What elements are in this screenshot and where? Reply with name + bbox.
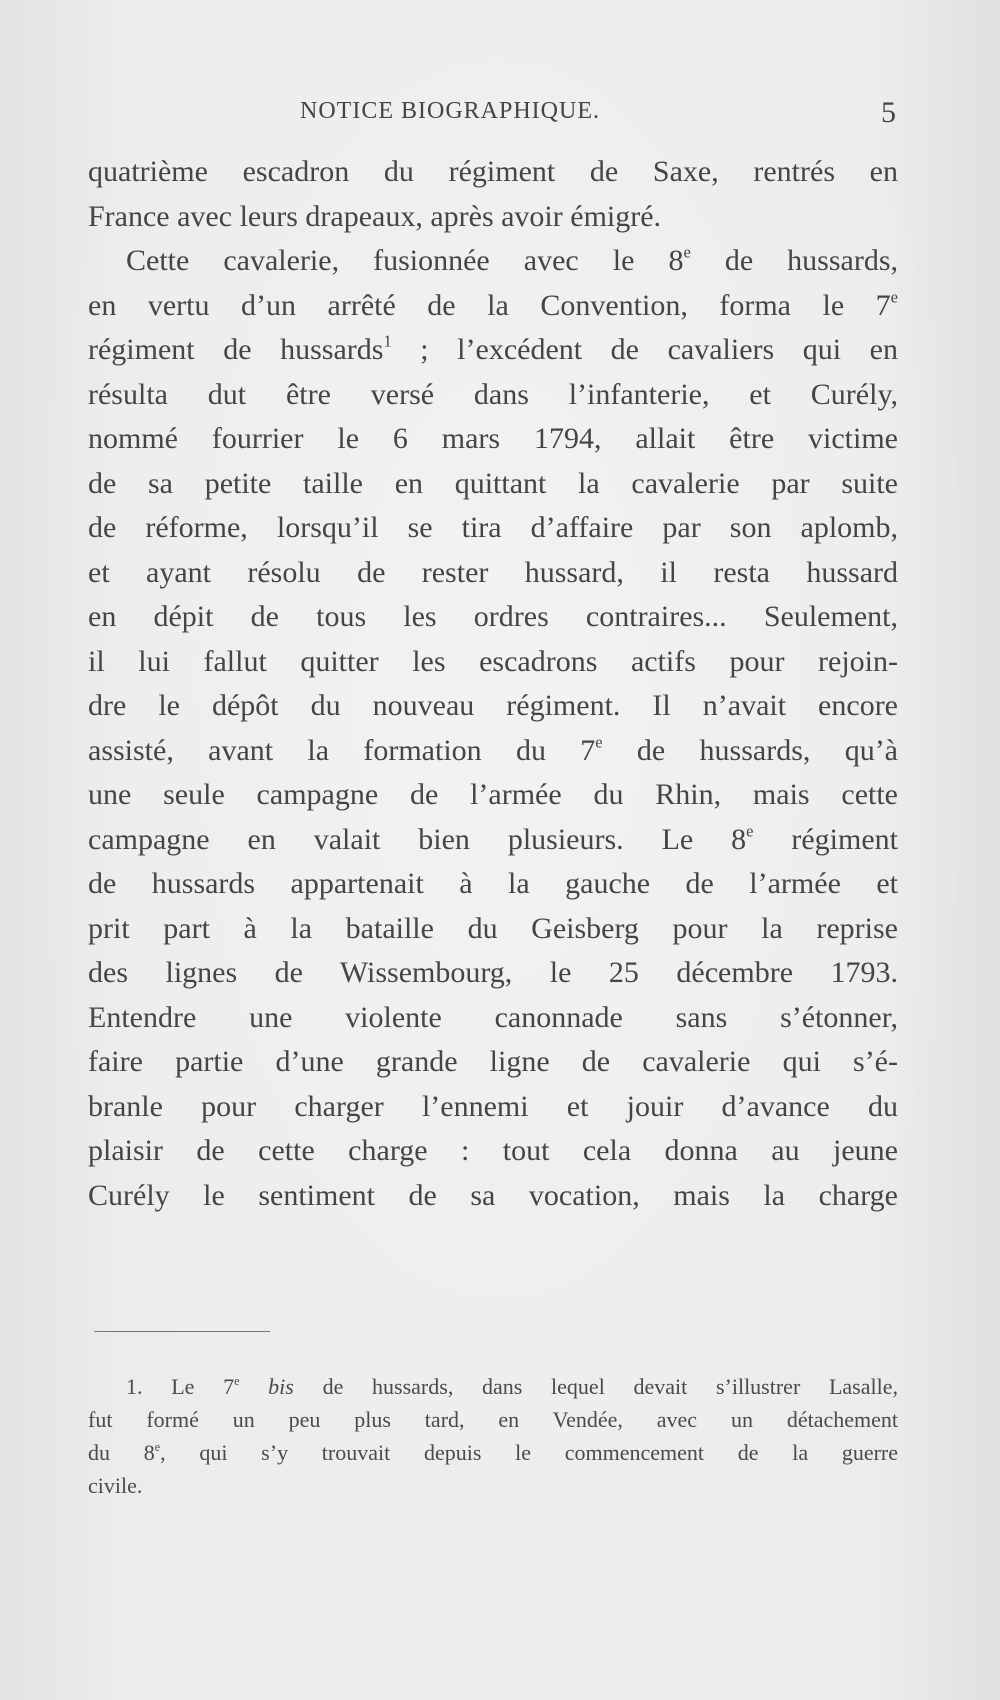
text-line: plaisir de cette charge : tout cela donna au jeune: [88, 1134, 898, 1167]
superscript: e: [746, 821, 754, 841]
text-line: [88, 284, 898, 329]
text-line: il lui fallut quitter les escadrons actifs pour rejoin-: [88, 644, 898, 678]
text-line: des lignes de Wissembourg, le 25 décembre 1793.: [88, 956, 898, 989]
text-line: Curély le sentiment de sa vocation, mais la charge: [88, 1178, 898, 1212]
text-span: , qui s’y trouvait depuis le commencement de la guerre: [160, 1440, 898, 1465]
superscript: e: [683, 242, 691, 262]
text-line: une seule campagne de l’armée du Rhin, mais cette: [88, 778, 898, 811]
body-text: [88, 150, 898, 1218]
text-span: du 8: [88, 1440, 155, 1465]
text-line: de réforme, lorsqu’il se tira d’affaire par son aplomb,: [88, 511, 898, 544]
text-span: assisté, avant la formation du 7: [88, 733, 596, 767]
footnote: [88, 1370, 898, 1502]
text-line: [88, 328, 898, 373]
text-line: résulta dut être versé dans l’infanterie, et Curély,: [88, 377, 898, 411]
text-line: de sa petite taille en quittant la cavalerie par suite: [88, 466, 898, 500]
text-span: de hussards, qu’à: [602, 733, 898, 767]
running-title: NOTICE BIOGRAPHIQUE.: [300, 98, 600, 124]
text-line: quatrième escadron du régiment de Saxe, rentrés en: [88, 155, 898, 188]
text-span: de hussards, dans lequel devait s’illustrer Lasalle,: [293, 1374, 898, 1399]
page-header: [88, 98, 898, 138]
text-line: et ayant résolu de rester hussard, il resta hussard: [88, 555, 898, 589]
superscript: e: [595, 732, 603, 752]
text-line: de hussards appartenait à la gauche de l’armée et: [88, 867, 898, 900]
footnote-reference: 1: [383, 331, 392, 351]
text-span: campagne en valait bien plusieurs. Le 8: [88, 822, 747, 856]
superscript: e: [154, 1439, 161, 1454]
italic-text: bis: [239, 1374, 294, 1399]
footnote-line: civile.: [88, 1473, 143, 1498]
superscript: e: [234, 1373, 240, 1388]
text-span: ; l’excédent de cavaliers qui en: [391, 333, 898, 366]
text-line: nommé fourrier le 6 mars 1794, allait être victime: [88, 422, 898, 455]
text-line: faire partie d’une grande ligne de cavalerie qui s’é-: [88, 1045, 898, 1078]
text-span: régiment de hussards: [88, 333, 384, 366]
text-span: 1. Le 7: [126, 1374, 235, 1399]
text-line: [88, 239, 898, 284]
text-line: prit part à la bataille du Geisberg pour la reprise: [88, 911, 898, 945]
text-line: [88, 818, 898, 863]
text-span: de hussards,: [690, 244, 898, 277]
text-line: dre le dépôt du nouveau régiment. Il n’avait encore: [88, 689, 898, 722]
text-span: régiment: [753, 822, 898, 856]
text-line: France avec leurs drapeaux, après avoir émigré.: [88, 199, 662, 233]
footnote-line: [88, 1370, 898, 1403]
text-line: Entendre une violente canonnade sans s’étonner,: [88, 1000, 898, 1034]
text-span: en vertu d’un arrêté de la Convention, forma le 7: [88, 288, 891, 322]
text-line: [88, 729, 898, 774]
footnote-line: [88, 1436, 898, 1469]
page-number: 5: [881, 96, 896, 129]
text-line: branle pour charger l’ennemi et jouir d’avance du: [88, 1089, 898, 1123]
footnote-line: fut formé un peu plus tard, en Vendée, avec un détachement: [88, 1407, 898, 1432]
footnote-rule: [94, 1331, 270, 1332]
text-line: en dépit de tous les ordres contraires... Seulement,: [88, 600, 898, 633]
superscript: e: [890, 287, 898, 307]
text-span: Cette cavalerie, fusionnée avec le 8: [126, 244, 684, 277]
